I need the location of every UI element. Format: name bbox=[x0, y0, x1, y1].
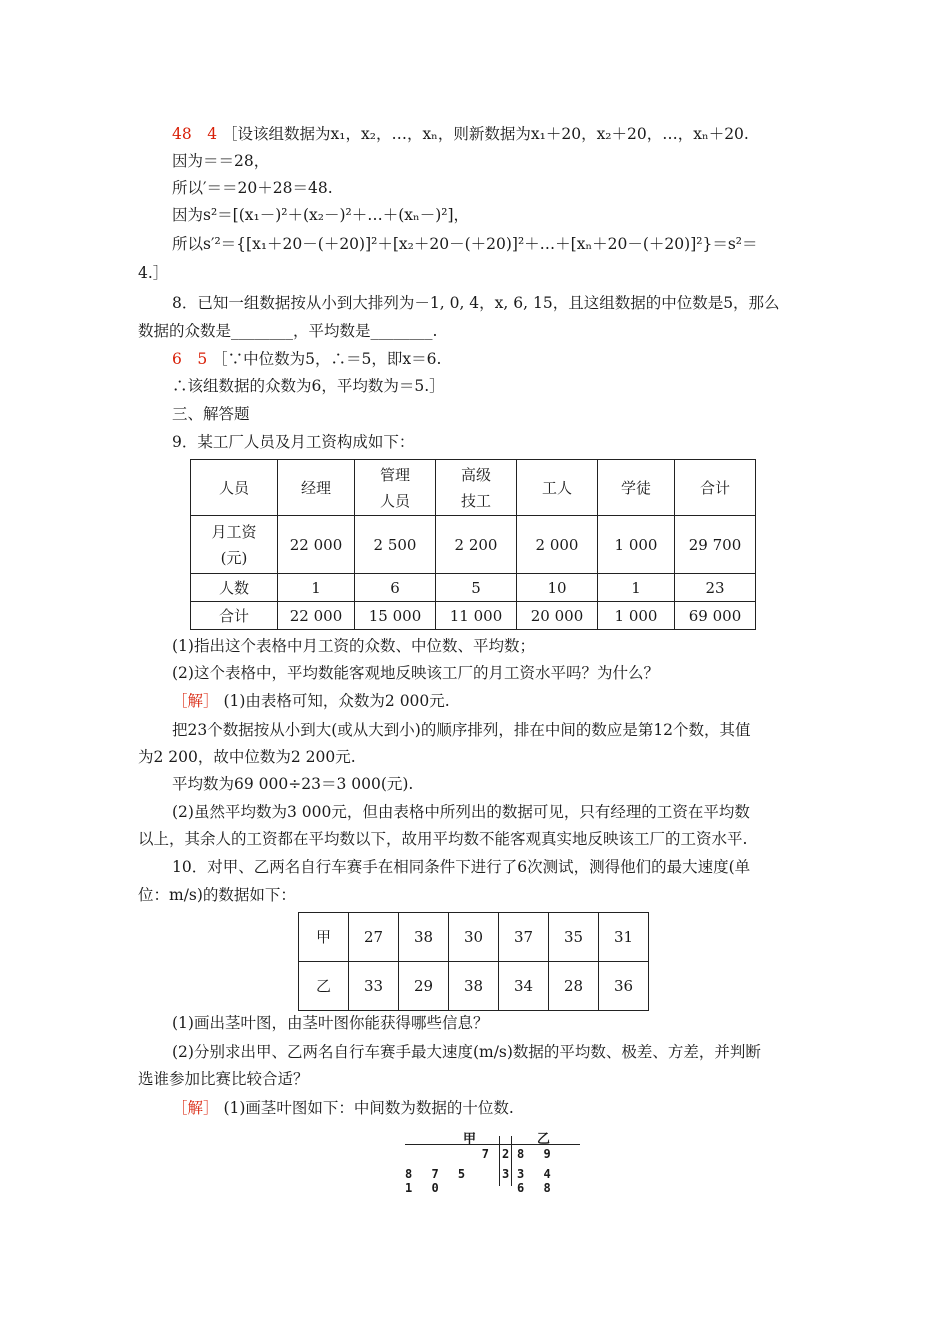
stem-leaf-left: 8 7 5 1 0 bbox=[405, 1167, 472, 1195]
question-10-part2-cont: 选谁参加比赛比较合适？ bbox=[138, 1070, 309, 1088]
table-cell: 5 bbox=[436, 574, 517, 602]
question-9: 9．某工厂人员及月工资构成如下： bbox=[172, 433, 415, 451]
question-10-part1: (1)画出茎叶图，由茎叶图你能获得哪些信息？ bbox=[172, 1014, 489, 1032]
table-row bbox=[299, 913, 649, 962]
table-cell: 1 bbox=[598, 574, 675, 602]
table-cell: 31 bbox=[599, 913, 649, 962]
table-cell: 29 700 bbox=[675, 516, 756, 574]
stem-leaf-right: 3 4 6 8 bbox=[517, 1167, 557, 1195]
table-cell: 69 000 bbox=[675, 602, 756, 630]
table-row bbox=[191, 602, 756, 630]
table-cell: 1 000 bbox=[598, 516, 675, 574]
table-cell: 2 200 bbox=[436, 516, 517, 574]
answer-8-explanation: ［∵中位数为5，∴＝5，即x＝6. bbox=[212, 350, 442, 368]
table-cell: 人数 bbox=[191, 574, 278, 602]
answer-7-values: 48 4 bbox=[172, 125, 218, 143]
stem-leaf-left: 7 bbox=[481, 1147, 495, 1161]
table-cell: 22 000 bbox=[278, 602, 355, 630]
table-cell: 合计 bbox=[191, 602, 278, 630]
table-row bbox=[191, 460, 756, 516]
answer-7-line4: 因为s²＝[(x₁－)²＋(x₂－)²＋…＋(xₙ－)²]， bbox=[172, 206, 470, 224]
answer-8 bbox=[172, 349, 441, 369]
solution-10-line1 bbox=[172, 1098, 514, 1118]
answer-7-explanation: ［设该组数据为x₁，x₂，…，xₙ，则新数据为x₁＋20，x₂＋20，…，xₙ＋20. bbox=[222, 125, 749, 143]
solution-9-line4: 平均数为69 000÷23＝3 000(元). bbox=[172, 775, 414, 793]
table-cell: 23 bbox=[675, 574, 756, 602]
table-cell: 2 000 bbox=[517, 516, 598, 574]
table-cell: 38 bbox=[449, 962, 499, 1011]
table-cell: 35 bbox=[549, 913, 599, 962]
table-cell: 合计 bbox=[675, 460, 756, 516]
table-cell: 20 000 bbox=[517, 602, 598, 630]
solution-label: ［解］ bbox=[172, 692, 219, 710]
table-cell: 15 000 bbox=[355, 602, 436, 630]
question-9-part2: (2)这个表格中，平均数能客观地反映该工厂的月工资水平吗？为什么？ bbox=[172, 664, 659, 682]
solution-10-text1: (1)画茎叶图如下：中间数为数据的十位数. bbox=[223, 1099, 514, 1117]
table-cell: 27 bbox=[349, 913, 399, 962]
table-cell: 人员 bbox=[191, 460, 278, 516]
table-cell: 管理人员 bbox=[355, 460, 436, 516]
table-cell: 2 500 bbox=[355, 516, 436, 574]
stem-right-header: 乙 bbox=[537, 1132, 551, 1147]
table-cell: 30 bbox=[449, 913, 499, 962]
table-row bbox=[299, 962, 649, 1011]
speed-table bbox=[298, 912, 649, 1011]
answer-7 bbox=[172, 124, 749, 144]
table-cell: 乙 bbox=[299, 962, 349, 1011]
table-cell: 学徒 bbox=[598, 460, 675, 516]
question-9-part1: (1)指出这个表格中月工资的众数、中位数、平均数； bbox=[172, 637, 535, 655]
solution-9-text1: (1)由表格可知，众数为2 000元. bbox=[223, 692, 450, 710]
table-cell: 33 bbox=[349, 962, 399, 1011]
table-cell: 经理 bbox=[278, 460, 355, 516]
table-cell: 1 000 bbox=[598, 602, 675, 630]
table-cell: 高级技工 bbox=[436, 460, 517, 516]
answer-7-line5: 所以s′²＝{[x₁＋20－(＋20)]²＋[x₂＋20－(＋20)]²＋…＋[xₙ＋20－(＋20)]²}＝s²＝ bbox=[172, 235, 758, 253]
answer-7-line3: 所以′＝＝20＋28＝48. bbox=[172, 179, 333, 197]
table-cell: 34 bbox=[499, 962, 549, 1011]
table-cell: 1 bbox=[278, 574, 355, 602]
table-cell: 29 bbox=[399, 962, 449, 1011]
table-cell: 22 000 bbox=[278, 516, 355, 574]
stem-left-header: 甲 bbox=[463, 1132, 477, 1147]
section-heading: 三、解答题 bbox=[172, 405, 250, 423]
table-cell: 37 bbox=[499, 913, 549, 962]
question-8-line2: 数据的众数是________，平均数是________. bbox=[138, 322, 438, 340]
stem-leaf-plot bbox=[405, 1128, 580, 1195]
stem-leaf-right: 8 9 bbox=[517, 1147, 557, 1161]
stem-value: 2 bbox=[502, 1147, 516, 1161]
table-cell: 36 bbox=[599, 962, 649, 1011]
table-cell: 甲 bbox=[299, 913, 349, 962]
table-cell: 10 bbox=[517, 574, 598, 602]
answer-8-values: 6 5 bbox=[172, 350, 208, 368]
solution-9-line3: 为2 200，故中位数为2 200元. bbox=[138, 748, 356, 766]
table-cell: 38 bbox=[399, 913, 449, 962]
table-row bbox=[191, 516, 756, 574]
stem-value: 3 bbox=[502, 1167, 516, 1181]
question-8-line1: 8．已知一组数据按从小到大排列为－1, 0, 4，x, 6, 15，且这组数据的中位数是5，那么 bbox=[172, 294, 780, 312]
answer-7-line2: 因为＝＝28， bbox=[172, 152, 270, 170]
question-10-line1: 10．对甲、乙两名自行车赛手在相同条件下进行了6次测试，测得他们的最大速度(单 bbox=[172, 858, 751, 876]
table-cell: 月工资(元) bbox=[191, 516, 278, 574]
table-cell: 11 000 bbox=[436, 602, 517, 630]
solution-9-line6: 以上，其余人的工资都在平均数以下，故用平均数不能客观真实地反映该工厂的工资水平. bbox=[138, 830, 748, 848]
table-cell: 工人 bbox=[517, 460, 598, 516]
solution-9-line1 bbox=[172, 691, 450, 711]
answer-7-line6: 4.］ bbox=[138, 264, 169, 282]
solution-9-line5: (2)虽然平均数为3 000元，但由表格中所列出的数据可见，只有经理的工资在平均数 bbox=[172, 803, 750, 821]
salary-table bbox=[190, 459, 756, 630]
question-10-line2: 位：m/s)的数据如下： bbox=[138, 886, 296, 904]
stem-divider-left bbox=[499, 1136, 500, 1186]
solution-9-line2: 把23个数据按从小到大(或从大到小)的顺序排列，排在中间的数应是第12个数，其值 bbox=[172, 721, 751, 739]
question-10-part2: (2)分别求出甲、乙两名自行车赛手最大速度(m/s)数据的平均数、极差、方差，并判断 bbox=[172, 1043, 761, 1061]
table-cell: 6 bbox=[355, 574, 436, 602]
solution-label: ［解］ bbox=[172, 1099, 219, 1117]
stem-header-rule bbox=[405, 1144, 580, 1145]
answer-8-line2: ∴该组数据的众数为6，平均数为＝5.］ bbox=[172, 377, 445, 395]
table-row bbox=[191, 574, 756, 602]
table-cell: 28 bbox=[549, 962, 599, 1011]
